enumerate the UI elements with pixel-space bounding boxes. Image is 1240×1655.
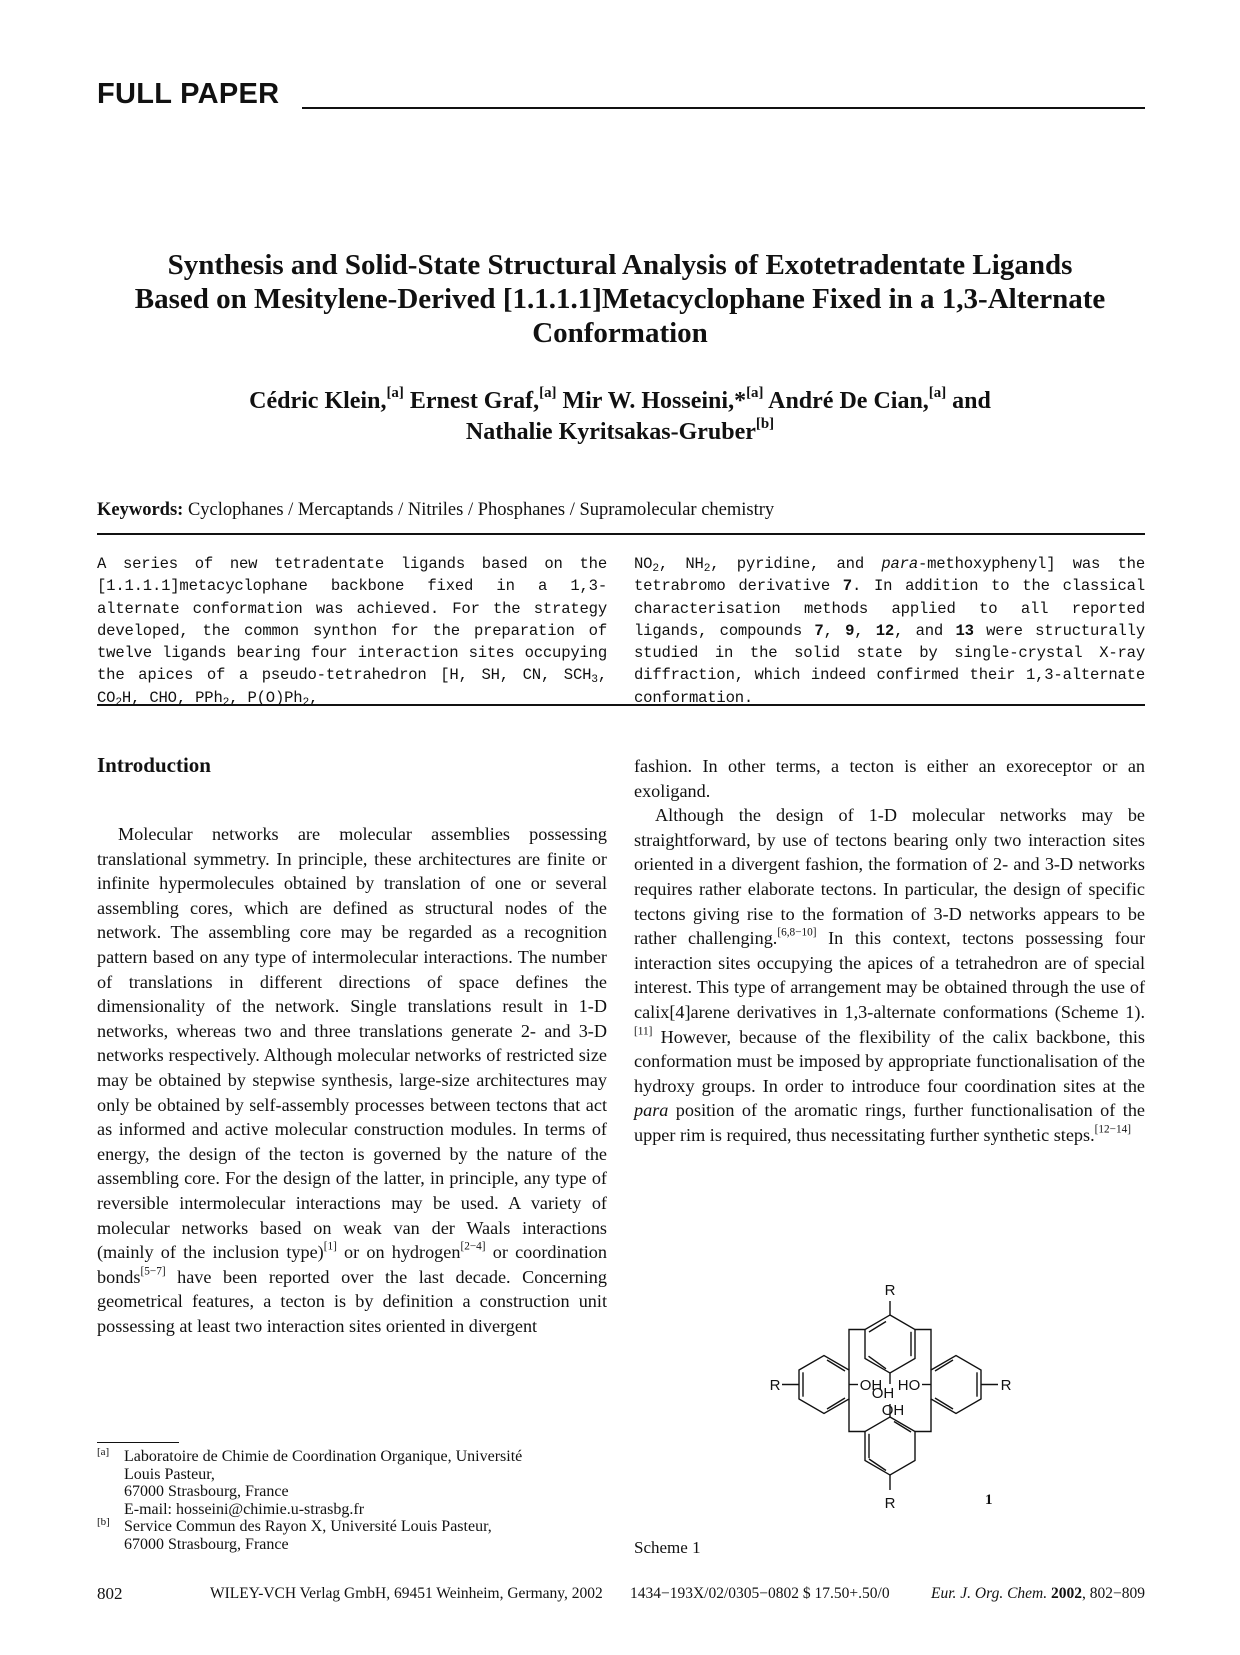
- oh-label: OH: [859, 1377, 883, 1394]
- body-right-column: [634, 754, 1145, 1148]
- body-text: have been reported over the last decade. Concerning geometrical features, a tecton is by definition a construction unit possessing at least two interaction sites oriented in divergent: [97, 1266, 607, 1336]
- title-line: Conformation: [532, 317, 708, 349]
- abstract-text: , and: [894, 621, 956, 640]
- oh-label: OH: [871, 1385, 895, 1402]
- footnote-line: Louis Pasteur,: [124, 1465, 215, 1483]
- abstract-text: , CO: [97, 666, 607, 707]
- subscript: 2: [703, 562, 711, 575]
- abstract-text: NO: [634, 555, 653, 573]
- ho-label: HO: [897, 1377, 921, 1394]
- footnote-line: 67000 Strasbourg, France: [124, 1483, 289, 1500]
- citation-ref: [5−7]: [140, 1265, 166, 1278]
- footnote-line: Service Commun des Rayon X, Université Louis Pasteur,: [124, 1518, 492, 1535]
- bridge-top-right: [915, 1330, 931, 1371]
- r-label: R: [1000, 1377, 1012, 1394]
- subscript: 3: [591, 674, 598, 687]
- abstract-text: . In addition to the classical characterisation methods applied to all reported ligands, compounds: [634, 577, 1145, 640]
- footnote-line: 67000 Strasbourg, France: [124, 1535, 289, 1553]
- journal-year: 2002: [1051, 1585, 1082, 1602]
- journal-citation: [931, 1585, 1145, 1603]
- author-name: André De Cian,: [768, 388, 929, 414]
- keywords-text: Cyclophanes / Mercaptands / Nitriles / Phosphanes / Supramolecular chemistry: [187, 500, 775, 520]
- compound-ref: 7: [842, 577, 852, 596]
- author-name: Cédric Klein,: [249, 388, 387, 414]
- abstract-top-rule: [97, 533, 1145, 535]
- abstract-text: , pyridine, and: [710, 555, 882, 573]
- oh-label: OH: [881, 1402, 905, 1419]
- top-ring: [865, 1315, 915, 1373]
- body-text: However, because of the flexibility of the calix backbone, this conformation must be imposed by appropriate functionalisation of the hydroxy groups. In order to introduce four coordination sites at the: [634, 1026, 1145, 1096]
- footnote-line: E-mail: hosseini@chimie.u-strasbg.fr: [124, 1500, 365, 1518]
- author-list: [150, 386, 1090, 448]
- issn-line: 1434−193X/02/0305−0802 $ 17.50+.50/0: [630, 1585, 890, 1602]
- author-name: Mir W. Hosseini,*: [562, 388, 747, 414]
- affiliation-mark: [a]: [386, 384, 404, 401]
- chemical-structure-diagram: [752, 1270, 1042, 1520]
- footnote-rule: [97, 1442, 179, 1443]
- keywords-label: Keywords:: [97, 500, 184, 520]
- author-line: [150, 386, 1090, 417]
- left-ring: [799, 1356, 849, 1414]
- body-text: or on hydrogen: [336, 1242, 461, 1263]
- page-footer: [97, 1584, 1145, 1604]
- section-heading: Introduction: [97, 753, 211, 777]
- abstract-text: A series of new tetradentate ligands based on the [1.1.1.1]metacyclophane backbone fixed in a 1,3-alternate conformation was achieved. For the strategy developed, the common synthon for the preparation of twelve ligands bearing four interaction sites occupying the apices of a pseudo-tetrahedron [H, SH, CN, SCH: [97, 555, 607, 685]
- footnote-line: Laboratoire de Chimie de Coordination Organique, Université: [124, 1448, 523, 1465]
- subscript: 2: [652, 562, 659, 575]
- affiliation-mark: [a]: [746, 384, 764, 401]
- author-connector: and: [952, 388, 991, 414]
- footnote-mark: [a]: [97, 1446, 110, 1458]
- bridge-top-left: [849, 1330, 865, 1371]
- author-name: Ernest Graf,: [409, 388, 540, 414]
- scheme-caption: Scheme 1: [634, 1538, 701, 1557]
- footnotes: [97, 1448, 617, 1553]
- citation-ref: [1]: [323, 1240, 337, 1253]
- page-number: 802: [97, 1584, 123, 1603]
- italic-term: para: [881, 555, 918, 573]
- affiliation-mark: [b]: [755, 415, 775, 432]
- compound-ref: 12: [875, 621, 895, 640]
- subscript: 2: [222, 696, 230, 709]
- body-text: Although the design of 1-D molecular networks may be straightforward, by use of tectons bearing only two interaction sites oriented in a divergent fashion, the formation of 2- and 3-D networks requires rather elaborate tectons. In particular, the design of specific tectons giving rise to the formation of 3-D networks appears to be rather challenging.: [634, 805, 1145, 949]
- body-text: position of the aromatic rings, further functionalisation of the upper rim is required, thus necessitating further synthetic steps.: [634, 1100, 1145, 1145]
- article-title: [90, 248, 1150, 350]
- abstract-left-column: [97, 553, 607, 709]
- paragraph: [634, 803, 1145, 1147]
- abstract-text: -methoxyphenyl] was the tetrabromo derivative: [634, 555, 1145, 596]
- footnote-mark: [b]: [97, 1516, 110, 1528]
- abstract-text: , P(O)Ph: [229, 688, 303, 707]
- journal-pages: , 802−809: [1082, 1585, 1145, 1602]
- subscript: 2: [115, 696, 122, 709]
- footnote-b: [97, 1518, 617, 1553]
- body-text: In this context, tectons possessing four interaction sites occupying the apices of a tetrahedron are of special interest. This type of arrangement may be obtained through the use of calix[4]arene derivatives in 1,3-alternate conformations (Scheme 1).: [634, 928, 1145, 1022]
- title-line: Synthesis and Solid-State Structural Analysis of Exotetradentate Ligands: [167, 249, 1073, 281]
- title-line: Based on Mesitylene-Derived [1.1.1.1]Metacyclophane Fixed in a 1,3-Alternate: [134, 283, 1106, 315]
- abstract-bottom-rule: [97, 704, 1145, 706]
- body-left-column: [97, 822, 607, 1338]
- journal-name: Eur. J. Org. Chem.: [931, 1585, 1048, 1602]
- affiliation-mark: [a]: [928, 384, 947, 401]
- citation-ref: [6,8−10]: [777, 926, 817, 939]
- author-line: [150, 417, 1090, 448]
- running-header: FULL PAPER: [97, 78, 280, 110]
- citation-ref: [12−14]: [1094, 1123, 1132, 1136]
- abstract-right-column: [634, 553, 1145, 709]
- r-label: R: [769, 1377, 781, 1394]
- citation-ref: [11]: [634, 1025, 653, 1038]
- header-rule: [302, 107, 1145, 109]
- keywords: [97, 500, 1147, 521]
- compound-ref: 13: [955, 621, 974, 640]
- compound-ref: 7: [814, 621, 824, 640]
- paragraph: fashion. In other terms, a tecton is either an exoreceptor or an exoligand.: [634, 756, 1145, 801]
- abstract-text: ,: [823, 621, 846, 640]
- body-text: Molecular networks are molecular assemblies possessing translational symmetry. In principle, these architectures are finite or infinite hypermolecules obtained by translation of one or several assembling cores, which are defined as structural nodes of the network. The assembling core may be regarded as a recognition pattern based on any type of intermolecular interactions. The number of translations in different directions of space defines the dimensionality of the network. Single translations result in 1-D networks, whereas two and three translations generate 2- and 3-D networks respectively. Although molecular networks of restricted size may be obtained by stepwise synthesis, large-size architectures may only be obtained by self-assembly processes between tectons that act as informed and active molecular construction modules. In terms of energy, the design of the tecton is governed by the nature of the assembling core. For the design of the latter, in principle, any type of reversible intermolecular interactions may be used. A variety of molecular networks based on weak van der Waals interactions (mainly of the inclusion type): [97, 824, 607, 1263]
- footnote-a: [97, 1448, 617, 1518]
- compound-number: 1: [985, 1492, 993, 1508]
- abstract-text: ,: [308, 688, 319, 707]
- compound-ref: 9: [845, 621, 855, 640]
- bridge-bottom-right: [915, 1399, 931, 1432]
- r-label: R: [884, 1495, 896, 1512]
- publisher-line: WILEY-VCH Verlag GmbH, 69451 Weinheim, Germany, 2002: [210, 1585, 603, 1602]
- subscript: 2: [302, 696, 309, 709]
- bottom-ring: [865, 1417, 915, 1475]
- r-label: R: [884, 1282, 896, 1299]
- bridge-bottom-left: [849, 1399, 865, 1432]
- abstract-text: , NH: [658, 555, 704, 573]
- body-text: or coordination bonds: [97, 1242, 607, 1287]
- affiliation-mark: [a]: [539, 384, 557, 401]
- author-name: Nathalie Kyritsakas-Gruber: [465, 419, 756, 445]
- italic-term: para: [634, 1100, 669, 1121]
- citation-ref: [2−4]: [460, 1240, 486, 1253]
- abstract-text: ,: [854, 621, 876, 640]
- right-ring: [931, 1356, 981, 1414]
- abstract-text: H, CHO, PPh: [121, 688, 223, 707]
- abstract-text: were structurally studied in the solid state by single-crystal X-ray diffraction, which indeed confirmed their 1,3-alternate conformation.: [634, 621, 1145, 707]
